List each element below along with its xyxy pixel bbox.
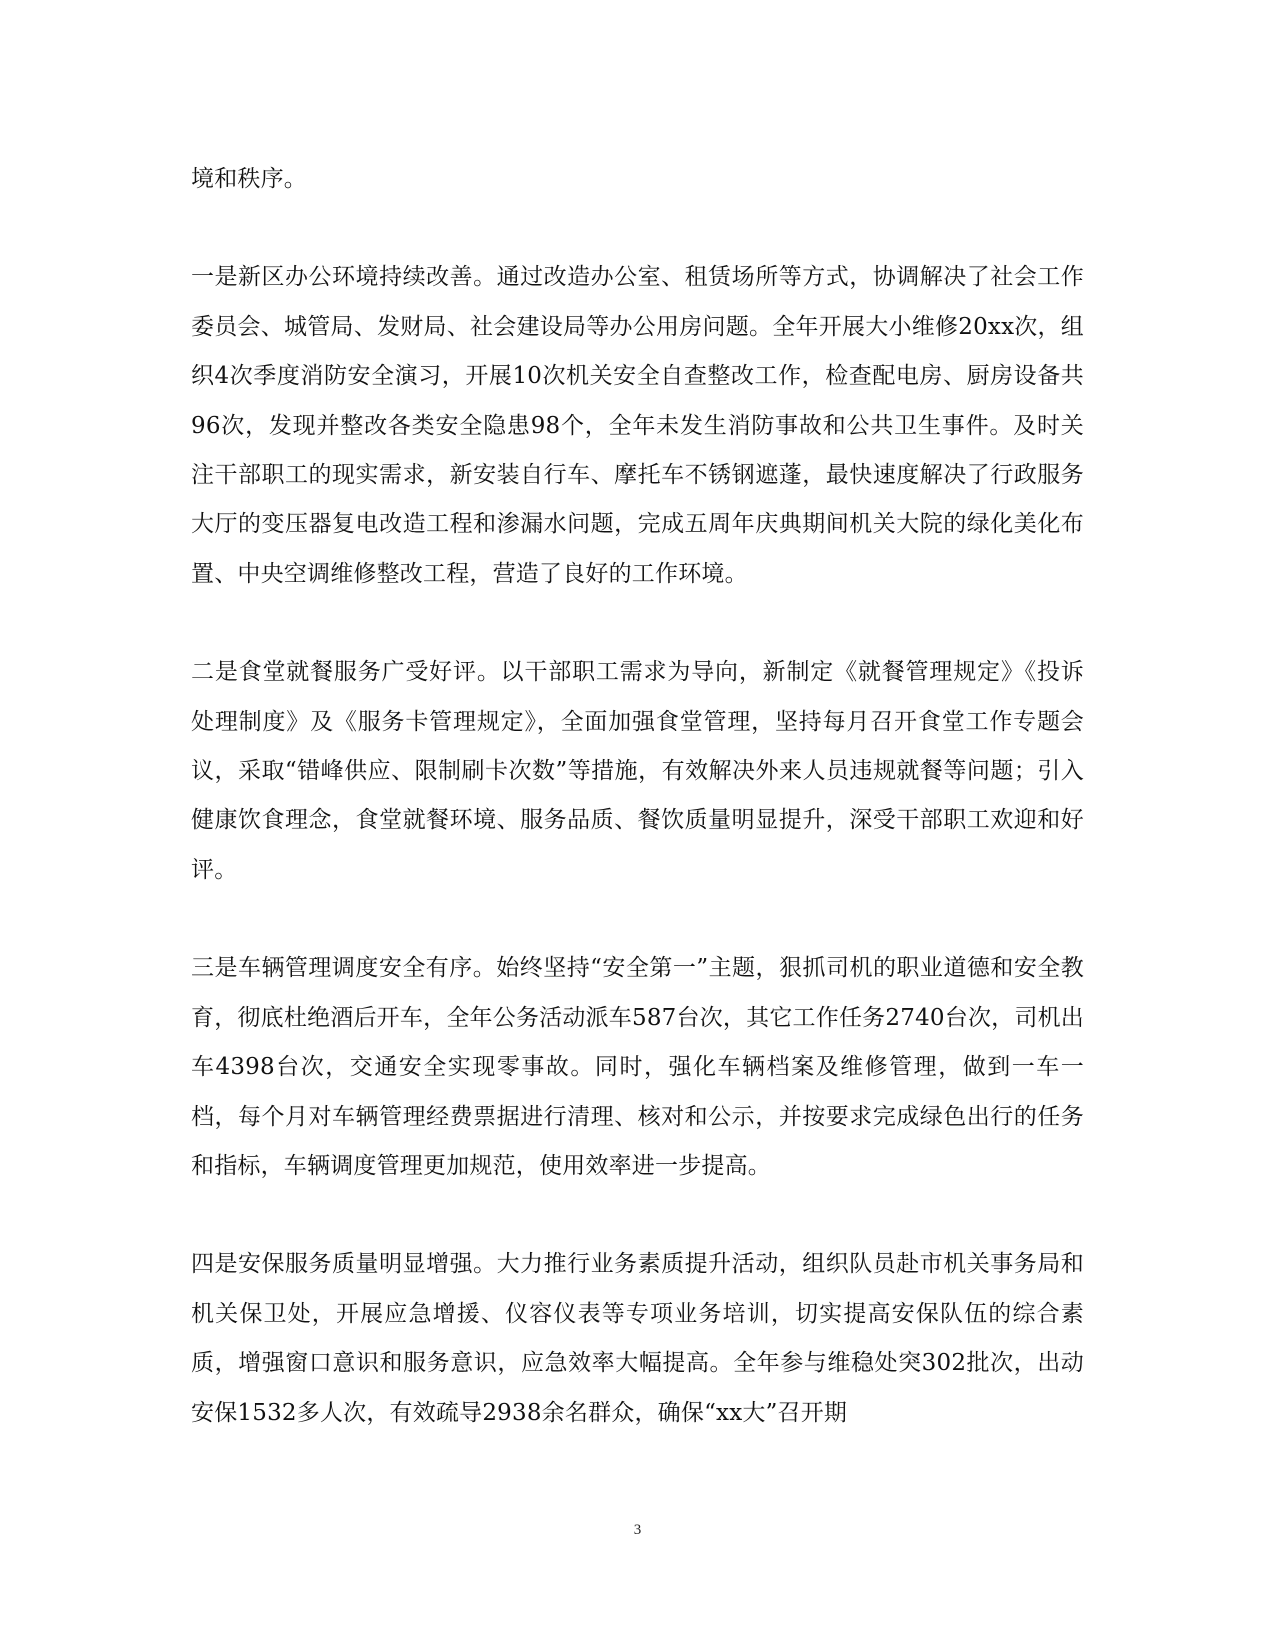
paragraph-continuation: 境和秩序。: [191, 166, 307, 192]
paragraph-office-environment: 一是新区办公环境持续改善。通过改造办公室、租赁场所等方式，协调解决了社会工作委员会、城管局、发财局、社会建设局等办公用房问题。全年开展大小维修20xx次，组织4次季度消防安全演习，开展10次机关安全自查整改工作，检查配电房、厨房设备共96次，发现并整改各类安全隐患98个，全年未发生消防事故和公共卫生事件。及时关注干部职工的现实需求，新安装自行车、摩托车不锈钢遮蓬，最快速度解决了行政服务大厅的变压器复电改造工程和渗漏水问题，完成五周年庆典期间机关大院的绿化美化布置、中央空调维修整改工程，营造了良好的工作环境。: [191, 264, 1084, 587]
paragraph-security-service: 四是安保服务质量明显增强。大力推行业务素质提升活动，组织队员赴市机关事务局和机关保卫处，开展应急增援、仪容仪表等专项业务培训，切实提高安保队伍的综合素质，增强窗口意识和服务意识，应急效率大幅提高。全年参与维稳处突302批次，出动安保1532多人次，有效疏导2938余名群众，确保“xx大”召开期: [191, 1251, 1084, 1426]
paragraph-vehicle-management: 三是车辆管理调度安全有序。始终坚持“安全第一”主题，狠抓司机的职业道德和安全教育，彻底杜绝酒后开车，全年公务活动派车587台次，其它工作任务2740台次，司机出车4398台次，交通安全实现零事故。同时，强化车辆档案及维修管理，做到一车一档，每个月对车辆管理经费票据进行清理、核对和公示，并按要求完成绿色出行的任务和指标，车辆调度管理更加规范，使用效率进一步提高。: [191, 955, 1084, 1179]
document-body: [191, 155, 1084, 1487]
paragraph-canteen-service: 二是食堂就餐服务广受好评。以干部职工需求为导向，新制定《就餐管理规定》《投诉处理制度》及《服务卡管理规定》，全面加强食堂管理，坚持每月召开食堂工作专题会议，采取“错峰供应、限制刷卡次数”等措施，有效解决外来人员违规就餐等问题；引入健康饮食理念，食堂就餐环境、服务品质、餐饮质量明显提升，深受干部职工欢迎和好评。: [191, 659, 1084, 883]
page-number: 3: [633, 1522, 642, 1538]
